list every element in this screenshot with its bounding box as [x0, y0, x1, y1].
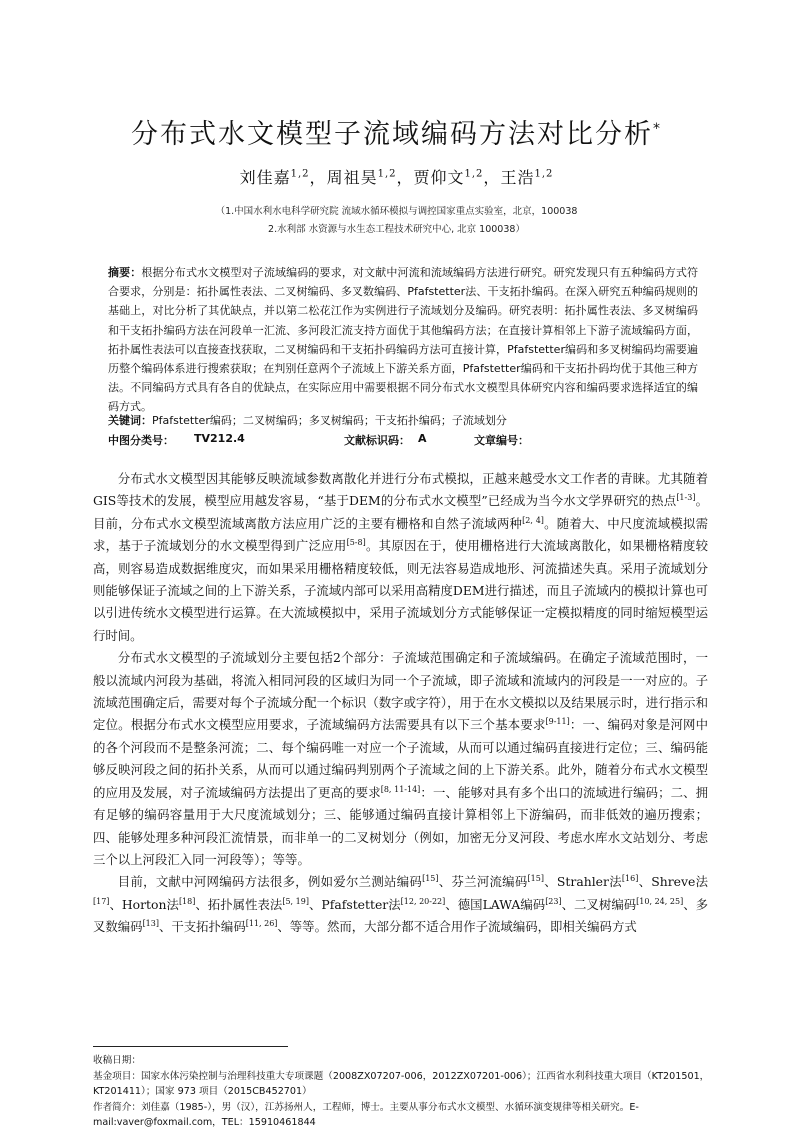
author-bio: 作者简介：刘佳嘉（1985-），男（汉），江苏扬州人，工程师，博士。主要从事分布式水文模型、水循环演变规律等相关研究。E-mail:vaver@foxmail.com，TEL：15910461844	[93, 1101, 639, 1129]
text-run: 、干支拓扑编码	[158, 919, 246, 935]
citation: [11, 26]	[245, 919, 278, 928]
text-run: 、Horton法	[109, 896, 179, 912]
text-run: 分布式水文模型因其能够反映流域参数离散化并进行分布式模拟，正越来越受水文工作者的青睐。尤其随着GIS等技术的发展，模型应用越发容易，“基于DEM的分布式水文模型”已经成为当今水文学界研究的热点	[93, 471, 708, 509]
doc-code-label: 文献标识码：	[344, 434, 410, 447]
citation: [1-3]	[676, 493, 696, 503]
author-separator: ，	[309, 168, 327, 187]
citation: [5-8]	[346, 538, 366, 548]
title-text: 分布式水文模型子流域编码方法对比分析	[131, 119, 653, 150]
citation: [2, 4]	[522, 515, 544, 525]
text-run: 。其原因在于，使用栅格进行大流域离散化，如果栅格精度较高，则容易造成数据维度灾，而如果采用栅格精度较低，则无法容易造成地形、河流描述失真。采用子流域划分则能够保证子流域之间的上下游关系，子流域内部可以采用高精度DEM进行描述，而且子流域内的模拟计算也可以引进传统水文模型进行运算。在大流域模拟中，采用子流域划分方式能够保证一定模拟精度的同时缩短模型运行时间。	[93, 538, 709, 643]
author-affiliation-mark: 1,2	[534, 168, 554, 180]
author-affiliation-mark: 1,2	[290, 168, 310, 180]
abstract-text: 根据分布式水文模型对子流域编码的要求，对文献中河流和流域编码方法进行研究。研究发现只有五种编码方式符合要求，分别是：拓扑属性表法、二叉树编码、多叉数编码、Pfafstetter法、干支拓扑编码。在深入研究五种编码规则的基础上，对比分析了其优缺点，并以第二松花江作为实例进行子流域划分及编码。研究表明：拓扑属性表法、多叉树编码和干支拓扑编码方法在河段单一汇流、多河段汇流支持方面优于其他编码方法；在直接计算相邻上下游子流域编码方面，拓扑属性表法可以直接查找获取，二叉树编码和干支拓扑码编码方法可直接计算，Pfafstetter编码和多叉树编码均需要遍历整个编码体系进行搜索获取；在判别任意两个子流域上下游关系方面，Pfafstetter编码和干支拓扑码均优于其他三种方法。不同编码方式具有各自的优缺点，在实际应用中需要根据不同分布式水文模型具体研究内容和编码要求选择适宜的编码方式。	[108, 266, 698, 414]
citation: [10, 24, 25]	[636, 896, 684, 906]
author-name: 刘佳嘉	[239, 168, 291, 187]
clc-label: 中图分类号：	[108, 434, 174, 447]
citation: [9-11]	[545, 717, 570, 727]
text-run: 。随着大、中尺度流域模拟需求，基于子流域划分的水文模型得到广泛应用	[93, 515, 709, 554]
article-number-label: 文章编号：	[474, 434, 529, 447]
text-run: 、芬兰河流编码	[438, 874, 528, 890]
keywords-label: 关键词：	[108, 414, 152, 427]
abstract-label: 摘要：	[108, 266, 142, 279]
text-run: 、二叉树编码	[561, 896, 637, 912]
body-paragraph	[93, 647, 708, 871]
body-paragraph	[93, 468, 708, 647]
author-affiliation-mark: 1,2	[377, 168, 397, 180]
citation: [15]	[527, 874, 544, 884]
text-run: 。目前，分布式水文模型流域离散方法应用广泛的主要有栅格和自然子流域两种	[93, 493, 708, 531]
text-run: ：一、编码对象是河网中的各个河段而不是整条河流；二、每个编码唯一对应一个子流域，从而可以通过编码直接进行定位；三、编码能够反映河段之间的拓扑关系，从而可以通过编码判别两个子流域之间的上下游关系。此外，随着分布式水文模型的应用及发展，对子流域编码方法提出了更高的要求	[93, 717, 709, 800]
citation: [18]	[178, 896, 196, 906]
citation: [15]	[422, 874, 439, 884]
citation: [23]	[545, 896, 562, 906]
citation: [8, 11-14]	[380, 784, 421, 794]
received-date: 收稿日期：	[93, 1055, 141, 1066]
keywords	[108, 412, 708, 428]
affiliation-line: 2.水利部 水资源与水生态工程技术研究中心, 北京 100038）	[268, 224, 525, 235]
citation: [17]	[93, 896, 110, 906]
footnotes	[93, 1053, 713, 1131]
body-text	[93, 468, 708, 939]
author-name: 王浩	[500, 168, 535, 187]
fund-project: 基金项目：国家水体污染控制与治理科技重大专项课题（2008ZX07207-006，2012ZX07201-006）；江西省水利科技重大项目（KT201501，KT201411）；国家 973 项目（2015CB452701）	[93, 1070, 710, 1098]
text-run: 、多叉数编码	[93, 896, 709, 935]
footnote-divider	[93, 1046, 288, 1047]
author-name: 周祖昊	[326, 168, 378, 187]
text-run: 分布式水文模型的子流域划分主要包括2个部分：子流域范围确定和子流域编码。在确定子流域范围时，一般以流域内河段为基础，将流入相同河段的区域归为同一个子流域，即子流域和流域内的河段是一一对应的。子流域范围确定后，需要对每个子流域分配一个标识（数字或字符），用于在水文模拟以及结果展示时，进行指示和定位。根据分布式水文模型应用要求，子流域编码方法需要具有以下三个基本要求	[93, 650, 708, 733]
author-list	[0, 165, 793, 188]
citation: [13]	[142, 919, 159, 928]
text-run: 、Shreve法	[638, 874, 709, 890]
citation: [5, 19]	[282, 896, 309, 906]
author-affiliation-mark: 1,2	[464, 168, 484, 180]
text-run: 、Pfafstetter法	[308, 896, 401, 912]
abstract	[108, 263, 698, 417]
doc-code-value: A	[418, 432, 427, 445]
author-name: 贾仰文	[413, 168, 465, 187]
paper-title	[0, 112, 793, 151]
text-run: 、等等。然而，大部分都不适合用作子流域编码，即相关编码方式	[277, 919, 637, 935]
author-separator: ，	[396, 168, 414, 187]
text-run: ：一、能够对具有多个出口的流域进行编码；二、拥有足够的编码容量用于大尺度流域划分；三、能够通过编码直接计算相邻上下游编码，而非低效的遍历搜索；四、能够处理多种河段汇流情景，而非单一的二叉树划分（例如，加密无分叉河段、考虑水库水文站划分、考虑三个以上河段汇入同一河段等）；等等。	[93, 784, 709, 867]
affiliation-line: （1.中国水利水电科学研究院 流域水循环模拟与调控国家重点实验室，北京，100038	[215, 206, 578, 217]
text-run: 、拓扑属性表法	[195, 896, 283, 912]
text-run: 目前，文献中河网编码方法很多，例如爱尔兰测站编码	[117, 874, 423, 890]
title-footnote-mark: *	[653, 121, 662, 137]
keywords-text: Pfafstetter编码；二叉树编码；多叉树编码；干支拓扑编码；子流域划分	[152, 414, 507, 427]
classification-line	[108, 432, 708, 448]
citation: [16]	[621, 874, 639, 884]
author-separator: ，	[483, 168, 501, 187]
citation: [12, 20-22]	[400, 896, 446, 906]
body-paragraph	[93, 871, 708, 938]
text-run: 、Strahler法	[543, 874, 622, 890]
text-run: 、德国LAWA编码	[445, 896, 546, 912]
clc-value: TV212.4	[194, 432, 245, 445]
